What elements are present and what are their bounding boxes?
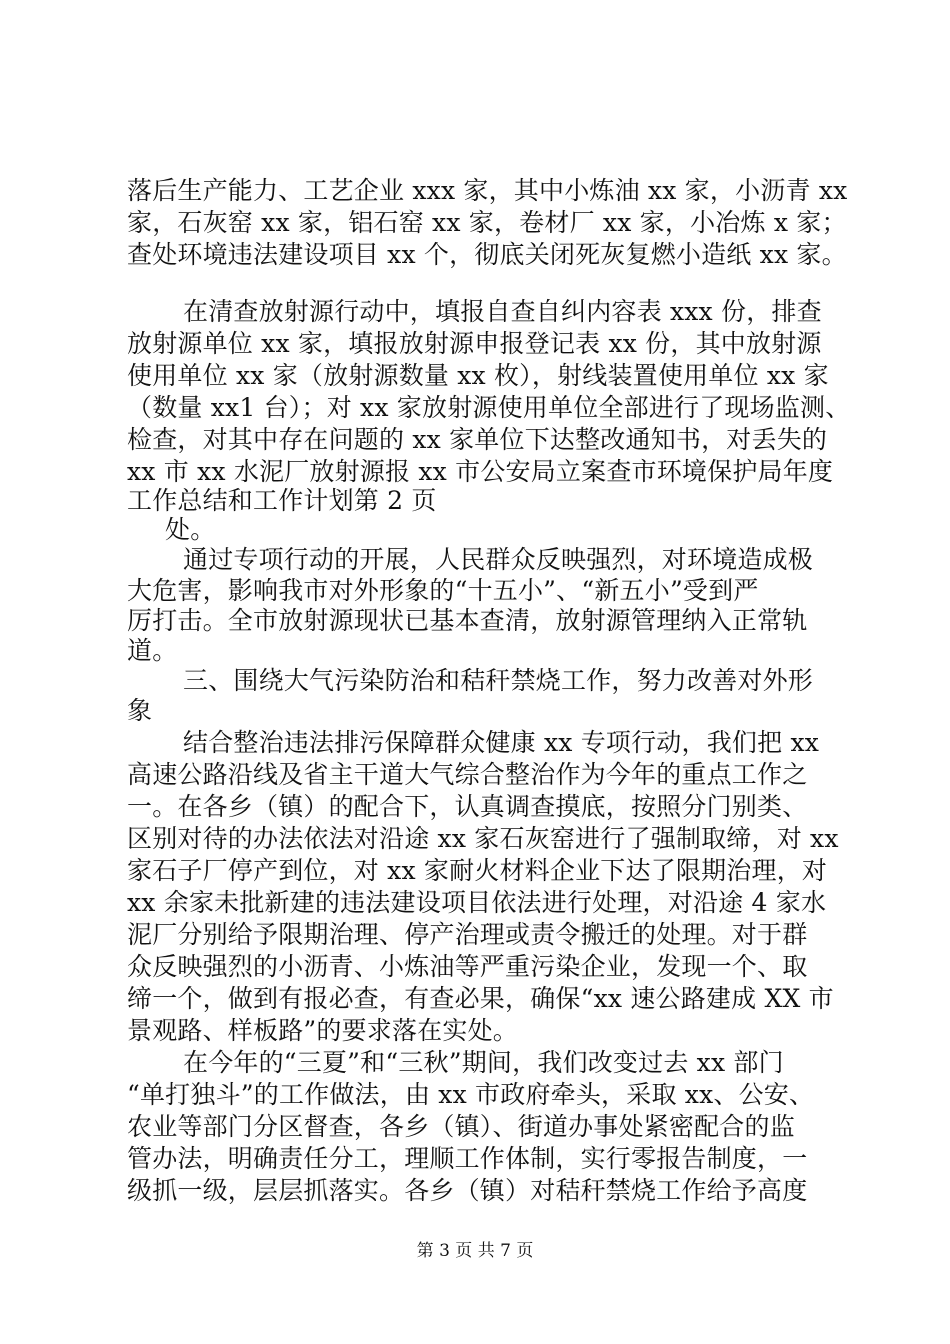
section-heading: 三、围绕大气污染防治和秸秆禁烧工作，努力改善对外形 bbox=[183, 666, 814, 695]
page-number-footer: 第 3 页 共 7 页 bbox=[416, 1241, 534, 1261]
text-line: 家，石灰窑 xx 家，铝石窑 xx 家，卷材厂 xx 家，小冶炼 x 家； bbox=[127, 208, 847, 237]
text-line: 一。在各乡（镇）的配合下，认真调查摸底，按照分门别类、 bbox=[127, 792, 808, 821]
text-line: 农业等部门分区督查，各乡（镇）、街道办事处紧密配合的监 bbox=[127, 1112, 795, 1141]
section-heading: 象 bbox=[127, 696, 153, 725]
text-line: 家石子厂停产到位，对 xx 家耐火材料企业下达了限期治理，对 bbox=[127, 856, 828, 885]
text-line: “单打独斗”的工作做法，由 xx 市政府牵头，采取 xx、公安、 bbox=[127, 1080, 815, 1109]
text-line: 大危害，影响我市对外形象的“十五小”、“新五小”受到严 bbox=[127, 576, 759, 605]
text-line: 通过专项行动的开展，人民群众反映强烈，对环境造成极 bbox=[183, 545, 814, 574]
text-line: 在今年的“三夏”和“三秋”期间，我们改变过去 xx 部门 bbox=[183, 1048, 784, 1077]
text-line: 工作总结和工作计划第 2 页 bbox=[127, 486, 437, 515]
text-line: xx 余家未批新建的违法建设项目依法进行处理，对沿途 4 家水 bbox=[127, 888, 827, 917]
text-line: （数量 xx1 台）；对 xx 家放射源使用单位全部进行了现场监测、 bbox=[127, 393, 851, 422]
text-line: 使用单位 xx 家（放射源数量 xx 枚），射线装置使用单位 xx 家 bbox=[127, 361, 829, 390]
text-line: 众反映强烈的小沥青、小炼油等严重污染企业，发现一个、取 bbox=[127, 952, 808, 981]
text-line: xx 市 xx 水泥厂放射源报 xx 市公安局立案查市环境保护局年度 bbox=[127, 457, 834, 486]
text-line: 景观路、样板路”的要求落在实处。 bbox=[127, 1016, 518, 1045]
text-line: 落后生产能力、工艺企业 xxx 家，其中小炼油 xx 家，小沥青 xx bbox=[127, 176, 848, 205]
text-line: 结合整治违法排污保障群众健康 xx 专项行动，我们把 xx bbox=[183, 728, 820, 757]
text-line: 检查，对其中存在问题的 xx 家单位下达整改通知书，对丢失的 bbox=[127, 425, 828, 454]
text-line: 缔一个，做到有报必查，有查必果，确保“xx 速公路建成 XX 市 bbox=[127, 984, 834, 1013]
text-line: 管办法，明确责任分工，理顺工作体制，实行零报告制度，一 bbox=[127, 1144, 808, 1173]
text-line: 在清查放射源行动中，填报自查自纠内容表 xxx 份，排查 bbox=[183, 297, 822, 326]
text-line: 区别对待的办法依法对沿途 xx 家石灰窑进行了强制取缔，对 xx bbox=[127, 824, 839, 853]
text-line: 放射源单位 xx 家，填报放射源申报登记表 xx 份，其中放射源 bbox=[127, 329, 822, 358]
text-line: 高速公路沿线及省主干道大气综合整治作为今年的重点工作之 bbox=[127, 760, 808, 789]
text-line: 道。 bbox=[127, 636, 178, 665]
text-line: 级抓一级，层层抓落实。各乡（镇）对秸秆禁烧工作给予高度 bbox=[127, 1176, 808, 1205]
text-line: 泥厂分别给予限期治理、停产治理或责令搬迁的处理。对于群 bbox=[127, 920, 808, 949]
text-line: 查处环境违法建设项目 xx 个，彻底关闭死灰复燃小造纸 xx 家。 bbox=[127, 240, 847, 269]
text-line: 处。 bbox=[165, 515, 216, 544]
text-line: 厉打击。全市放射源现状已基本查清，放射源管理纳入正常轨 bbox=[127, 606, 808, 635]
